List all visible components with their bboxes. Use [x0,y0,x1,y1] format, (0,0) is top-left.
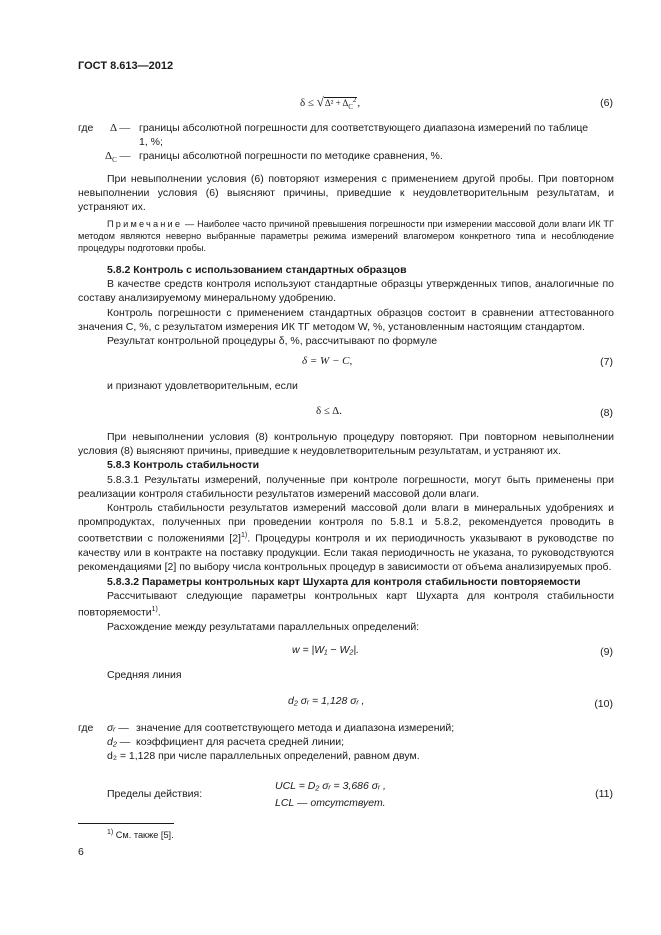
footnote-divider [78,823,174,824]
where1-def2: границы абсолютной погрешности по методике сравнения, %. [139,150,443,162]
where1-sym2: $\Delta_C$ — [105,150,131,165]
where1-sym1: Δ — [110,122,131,134]
s583-p2: Контроль стабильности результатов измерений массовой доли влаги в минеральных удобрениях и промпродуктах, полученных при проведении контроля по 5.8.1 и 5.8.2, рекомендуется проводить в соответствии с положениями $[2]^{1)}$. Процедуры контроля и их периодичность указывают в руководстве по качеству или в контракте на поставку продукции. Если такая периодичность не указана, то руководствуются рекомендациями [2] по выбору числа контрольных процедур в зависимости от объема анализируемых проб. [78,502,614,574]
section-heading: 5.8.2 Контроль с использованием стандартных образцов [107,264,407,276]
where2-def2: коэффициент для расчета средней линии; [136,736,345,748]
equation-9-number: (9) [600,646,613,658]
where2-sym2: d₂ — [107,736,131,748]
footnote-ref: 1) [151,605,158,613]
limits-label: Пределы действия: [107,788,203,800]
s582-p1: В качестве средств контроля используют стандартные образцы утвержденных типов, аналогичные по составу анализируемому минеральному удобрению. [78,278,614,305]
note-label: Примечание [107,219,183,229]
s582-p3: Результат контрольной процедуры δ, %, рассчитывают по формуле [107,335,438,348]
note-text: — Наиболее часто причиной превышения погрешности при измерении массовой доли влаги ИК ТГ методом являются неверно выбранные параметры режима измерений влагомером конкретного типа и несоблюдение процедуры подготовки пробы. [78,219,614,254]
equation-11-lcl: LCL — отсутствует. [275,797,386,809]
equation-7-number: (7) [600,356,613,368]
section-heading: 5.8.3.2 Параметры контрольных карт Шухарта для контроля стабильности повторяемости [107,575,581,588]
where2-line3: d₂ = 1,128 при числе параллельных определений, равном двум. [107,750,420,762]
section-5-8-2 [78,263,614,348]
equation-10: d₂ σᵣ = 1,128 σᵣ , [288,695,365,707]
where1-def1-cont: 1, %; [139,136,163,148]
paragraph-repeat-6: При невыполнении условия (6) повторяют измерения с применением другой пробы. При повторном невыполнении условия (6) выясняют причины, приведшие к неудовлетворительным результатам, и устраняют их. [78,173,614,214]
equation-8: δ ≤ Δ. [316,405,342,417]
equation-6: $\delta \le √\Delta^2 + \Delta_C^2$, [300,94,361,111]
eq6-lhs: δ ≤ [300,97,314,109]
sqrt-sign: √ [316,94,324,109]
centerline-label: Средняя линия [107,669,182,681]
s583-p1: 5.8.3.1 Результаты измерений, полученные при контроле погрешности, могут быть применены при реализации контроля стабильности результатов измерений массовой доли влаги. [78,473,614,500]
footnote-ref: 1) [240,532,248,540]
eq6-radicand: $\Delta^2 + \Delta_C^2$ [324,96,357,111]
equation-8-number: (8) [600,407,613,419]
where2-sym1: σᵣ — [107,722,129,734]
section-5-8-3 [78,430,614,634]
where-label: где [78,722,94,734]
equation-9: w = |W₁ − W₂|. [292,644,360,656]
equation-6-number: (6) [600,97,613,109]
document-header: ГОСТ 8.613—2012 [78,60,174,72]
s5832-p1: Рассчитывают следующие параметры контрольных карт Шухарта для контроля стабильности повторяемости$^{1)}$. [78,589,614,619]
accept-text: и признают удовлетворительным, если [107,380,298,392]
note [78,218,614,255]
equation-10-number: (10) [594,698,613,710]
page-number: 6 [78,846,84,858]
s5832-p2: Расхождение между результатами параллельных определений: [107,620,420,633]
where2-def1: значение для соответствующего метода и диапазона измерений; [136,722,455,734]
paragraph-repeat-8: При невыполнении условия (8) контрольную процедуру повторяют. При повторном невыполнении условия (8) выясняют причины, приведшие к неудовлетворительным результатам, и устраняют их. [78,431,614,458]
equation-7: δ = W − C, [302,355,353,367]
where-label: где [78,122,94,134]
where1-def1: границы абсолютной погрешности для соответствующего диапазона измерений по таблице [139,122,589,134]
footnote: $^{1)}$ См. также [5]. [107,829,174,841]
equation-11-number: (11) [595,788,613,800]
equation-11-ucl: UCL = D₂ σᵣ = 3,686 σᵣ , [275,780,386,792]
section-heading: 5.8.3 Контроль стабильности [107,459,260,472]
s582-p2: Контроль погрешности с применением стандартных образцов состоит в сравнении аттестованного значения C, %, с результатом измерения ИК ТГ методом W, %, установленным настоящим стандартом. [78,306,614,333]
